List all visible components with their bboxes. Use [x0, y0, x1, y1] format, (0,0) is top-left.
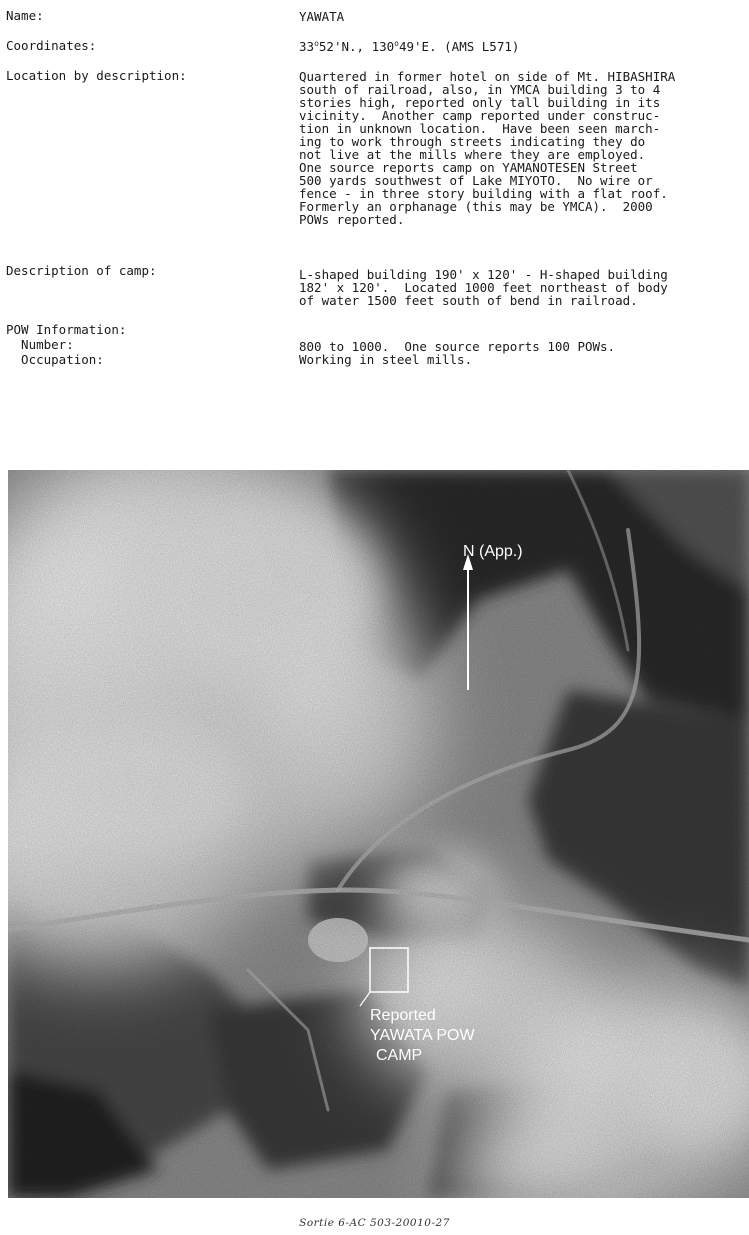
pow-number-label: Number: [6, 337, 74, 352]
pow-number-value: 800 to 1000. One source reports 100 POWs. [299, 339, 616, 354]
coord-lon-min: 49'E. (AMS L571) [398, 39, 520, 54]
pow-occupation-label: Occupation: [6, 352, 104, 367]
name-value [299, 10, 749, 23]
coordinates-label: Coordinates: [6, 38, 97, 53]
camp-description [299, 268, 749, 307]
coordinates-value: 33$^o$52'N., 130$^o$49'E. (AMS L571) [299, 39, 520, 54]
location-line: vicinity. Another camp reported under construc- [299, 108, 661, 123]
name-text: YAWATA [299, 9, 345, 24]
camp-label-line: Reported [370, 1007, 436, 1024]
camp-line: 182' x 120'. Located 1000 feet northeast of body [299, 280, 668, 295]
coord-lat-deg: 33 [299, 39, 315, 54]
location-line: POWs reported. [299, 212, 405, 227]
camp-line: of water 1500 feet south of bend in railroad. [299, 293, 638, 308]
camp-description-label: Description of camp: [6, 263, 157, 278]
aerial-photograph [8, 470, 749, 1198]
location-label: Location by description: [6, 68, 187, 83]
photo-caption: Sortie 6-AC 503-20010-27 [299, 1217, 450, 1229]
camp-label-line: YAWATA POW [370, 1027, 475, 1044]
pow-information-values [299, 340, 749, 366]
pow-occupation-value: Working in steel mills. [299, 352, 473, 367]
camp-line: L-shaped building 190' x 120' - H-shaped building [299, 267, 668, 282]
location-line: south of railroad, also, in YMCA building 3 to 4 [299, 82, 661, 97]
location-line: One source reports camp on YAMANOTESEN Street [299, 160, 638, 175]
coord-lat-min: 52'N., 130 [318, 39, 395, 54]
camp-label-line: CAMP [376, 1047, 423, 1064]
north-arrow-label: N (App.) [463, 543, 523, 560]
pow-information-label: POW Information: [6, 322, 127, 337]
location-line: 500 yards southwest of Lake MIYOTO. No wire or [299, 173, 653, 188]
location-line: tion in unknown location. Have been seen march- [299, 121, 661, 136]
location-line: fence - in three story building with a flat roof. [299, 186, 668, 201]
location-line: Quartered in former hotel on side of Mt. HIBASHIRA [299, 69, 676, 84]
location-description [299, 70, 749, 226]
location-line: ing to work through streets indicating they do [299, 134, 646, 149]
location-line: not live at the mills where they are employed. [299, 147, 646, 162]
name-label: Name: [6, 8, 44, 23]
location-line: stories high, reported only tall building in its [299, 95, 661, 110]
location-line: Formerly an orphanage (this may be YMCA). 2000 [299, 199, 653, 214]
